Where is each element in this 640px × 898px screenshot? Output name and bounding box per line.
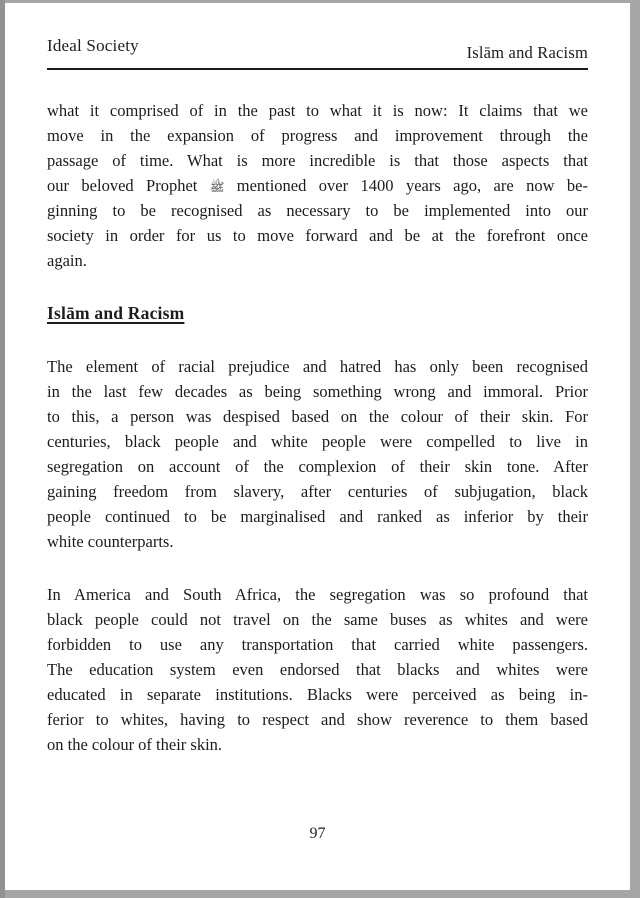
text-line: again. [47, 251, 87, 270]
text-line: In America and South Africa, the segregation was so profound that [47, 585, 588, 604]
text-line: black people could not travel on the same buses as whites and were [47, 610, 588, 629]
text-line: segregation on account of the complexion of their skin tone. After [47, 457, 588, 476]
page-footer [47, 825, 588, 843]
paragraph [47, 582, 588, 757]
text-line: The element of racial prejudice and hatred has only been recognised [47, 357, 588, 376]
running-header-chapter-title: Islām and Racism [466, 43, 588, 62]
text-line: ginning to be recognised as necessary to be implemented into our [47, 201, 588, 220]
text-line: in the last few decades as being something wrong and immoral. Prior [47, 382, 588, 401]
section-heading: Islām and Racism [47, 303, 185, 323]
page-body [47, 98, 588, 757]
paragraph-group-1 [47, 98, 588, 273]
text-line: move in the expansion of progress and improvement through the [47, 126, 588, 145]
paragraph [47, 98, 588, 273]
running-header [47, 36, 588, 70]
text-line: passage of time. What is more incredible is that those aspects that [47, 151, 588, 170]
text-line: ferior to whites, having to respect and show reverence to them based [47, 710, 588, 729]
text-line: people continued to be marginalised and ranked as inferior by their [47, 507, 588, 526]
text-line: gaining freedom from slavery, after centuries of subjugation, black [47, 482, 588, 501]
text-line: what it comprised of in the past to what it is now: It claims that we [47, 101, 588, 120]
pbuh-honorific-glyph: ﷺ [209, 180, 225, 194]
text-line: to this, a person was despised based on the colour of their skin. For [47, 407, 588, 426]
paragraph-group-2 [47, 354, 588, 757]
text-line: The education system even endorsed that blacks and whites were [47, 660, 588, 679]
running-header-book-title: Ideal Society [47, 36, 139, 55]
text-line: our beloved Prophet ﷺ mentioned over 1400 years ago, are now be- [47, 176, 588, 195]
text-line: on the colour of their skin. [47, 735, 223, 754]
page-number: 97 [309, 825, 326, 842]
text-line: society in order for us to move forward and be at the forefront once [47, 226, 588, 245]
paragraph [47, 354, 588, 554]
text-line: educated in separate institutions. Blacks were perceived as being in- [47, 685, 588, 704]
text-line: white counterparts. [47, 532, 174, 551]
text-line: centuries, black people and white people were compelled to live in [47, 432, 588, 451]
text-line: forbidden to use any transportation that carried white passengers. [47, 635, 588, 654]
document-page [5, 3, 630, 890]
